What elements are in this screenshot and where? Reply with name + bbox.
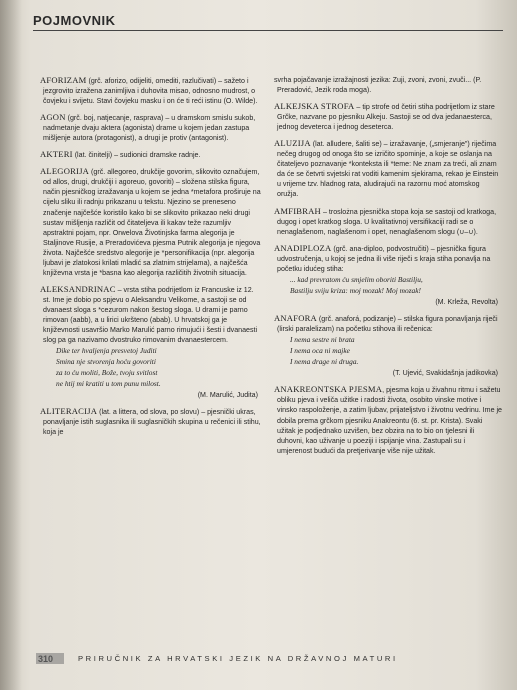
glossary-entry <box>274 138 502 199</box>
entry-term: ALEGORIJA <box>40 166 90 177</box>
entry-term: ALITERACIJA <box>40 406 98 417</box>
poem-line: I nema drage ni druga. <box>290 357 359 367</box>
entry-definition: (grč. anaforá, podizanje) – stilska figura ponavljanja riječi (lirski paralelizam) na početku stihova ili rečenica: <box>277 315 498 334</box>
right-column <box>274 75 502 457</box>
poem-line: I nema sestre ni brata <box>290 335 355 345</box>
poem-source: (M. Krleža, Revolta) <box>435 297 498 306</box>
entry-definition: svrha pojačavanje izražajnosti jezika: Zuji, zvoni, zvoni, zvuči... (P. Preradović, Jezik roda moga). <box>274 76 482 95</box>
poem-line: ne htij mi kratiti u tom punu milost. <box>56 379 161 389</box>
entry-term: ANADIPLOZA <box>274 242 332 253</box>
glossary-entry <box>40 112 262 143</box>
footer-title: PRIRUČNIK ZA HRVATSKI JEZIK NA DRŽAVNOJ MATURI <box>78 654 398 663</box>
entry-definition: – troslożna pjesnička stopa koja se sastoji od kratkoga, dugog i opet kratkog sloga. U kvalitativnoj versifikaciji radi se o nenaglašenom, naglašenom i opet, nenaglašenom slogu (∪–∪). <box>277 207 497 236</box>
entry-term: ALEKSANDRINAC <box>40 283 116 294</box>
entry-definition: – vrsta stiha podrijetlom iz Francuske iz 12. st. Ime je dobio po spjevu o Aleksandru Velikome, a sastoji se od dvanaest sloga s *cezurom nakon šestog sloga. U drami je parno rimovan (aabb), a u lirici ukršteno (abab). U hrvatskoj ga je književnosti usavršio Marko Marulić parno rimujući i šesti i dvanaesti slog pa ga nazivamo dvostruko rimovanim dvanaestercem. <box>43 285 258 345</box>
glossary-entry <box>274 75 502 95</box>
page-fold-shadow <box>0 0 22 690</box>
entry-term: ANAKREONTSKA PJESMA <box>274 384 383 395</box>
entry-term: ALKEJSKA STROFA <box>274 101 355 112</box>
poem-line: za to ću moliti, Bože, tvoju svitlost <box>56 368 158 378</box>
poem-line: I nema oca ni majke <box>290 346 350 356</box>
glossary-entry <box>274 313 502 334</box>
page-number: 310 <box>38 654 54 664</box>
left-column <box>40 75 262 439</box>
poem-line: Smina nje stvorenja hoću govoriti <box>56 357 156 367</box>
poem-source: (T. Ujević, Svakidašnja jadikovka) <box>392 369 498 378</box>
entry-term: ALUZIJA <box>274 138 311 149</box>
glossary-entry <box>274 206 502 237</box>
entry-definition: (grč. ana-diploo, podvostručiti) – pjesnička figura udvostručenja, u kojoj se jedna ili više riječi s kraja stiha ponavlja na početku idućeg stiha: <box>277 244 491 273</box>
glossary-entry <box>274 384 502 455</box>
entry-term: AKTERI <box>40 149 73 160</box>
header-divider <box>33 30 503 31</box>
entry-term: AMFIBRAH <box>274 205 321 216</box>
page-title: POJMOVNIK <box>33 13 116 28</box>
entry-term: AGON <box>40 112 66 123</box>
glossary-entry <box>274 101 502 132</box>
glossary-entry <box>40 406 262 437</box>
entry-definition: (grč. allegoreo, drukčije govorim, slikovito označujem, od allos, drugi, drukčiji i agoreuo, govoriti) – složena stilska figura, način pjesničkog izražavanja u kojem se jedna *metafora proširuje na cijelu sliku ili radnju prikazanu u tekstu. Njezino se preneseno značenje najčešće koristilo kako bi se slikovito prikazao neki drugi sustav mišljenja različit od čitateljeva ili kakav teže razumljiv apstraktni pojam, npr. Orwelova Životinjska farma alegorija je Staljinove Rusije, a Preradovićeva pjesma Putnik alegorija je njegova života. Najčešće sredstvo alegorije je *personifikacija (npr. alegorija ljubavi je zlatokosi krilati mladić sa zlatnim strijelama), a najčešća književna vrsta je *basna kao alegorija različitih životnih situacija. <box>43 168 261 277</box>
entry-term: AFORIZAM <box>40 75 87 85</box>
glossary-entry <box>40 166 262 278</box>
poem-source: (M. Marulić, Judita) <box>197 391 258 400</box>
entry-definition: (grč. boj, natjecanje, rasprava) – u dramskom smislu sukob, nadmetanje dvaju aktera (agonista) drame u kojem jedan zastupa mišljenje autora (protagonist), a drugi je protiv (antagonist). <box>43 114 256 143</box>
entry-term: ANAFORA <box>274 313 317 324</box>
entry-definition: (grč. aforizo, odijeliti, omediti, razlučivati) – sažeto i jezgrovito izražena zanimljiva i duhovita misao, odnosno mudrost, o čovjeku i svijetu. Stavi čovjeku masku i on će ti reći istinu (O. Wilde). <box>43 77 258 106</box>
poem-line: Bastilju sviju kriza: moj mozak! Moj mozak! <box>290 285 421 295</box>
entry-definition: – tip strofe od četiri stiha podrijetlom iz stare Grčke, nazvane po pjesniku Alkeju. Sastoji se od dva jedanaesterca, jednog deveterca i jednog deseterca. <box>277 103 495 132</box>
entry-definition: (lat. činitelji) – sudionici dramske radnje. <box>72 151 201 160</box>
glossary-entry <box>40 284 262 345</box>
entry-definition: (lat. a littera, od slova, po slovu) – pjesnički ukras, ponavljanje istih suglasnika ili suglasničkih skupina u rečenici ili stihu, koja je <box>43 408 261 437</box>
glossary-entry <box>274 243 502 274</box>
poem-line: Dike ter hvaljenja presvetoj Juditi <box>56 346 157 356</box>
glossary-entry <box>40 75 262 106</box>
poem-line: ... kad prevratom ću smjelim oboriti Bastilju, <box>290 274 423 284</box>
glossary-entry <box>40 149 262 160</box>
entry-definition: (lat. alludere, šaliti se) – izražavanje, („smjeranje") riječima nečeg drugog od onoga što se izričito spominje, a koje se oslanja na čitateljevo poznavanje *konteksta ili *teme: Ne znam za treći, ali znam da će se četvrti svjetski rat voditi kamenim sjekirama, rekao je Einstein u vrijeme tzv. hladnog rata, aludirajući na razornu moć atomskog oružja. <box>277 140 499 199</box>
entry-definition: , pjesma koja u živahnu ritmu i sažetu obliku pjeva i veliča užitke i radosti života, osobito vinske motive i vinsko raspoloženje, a zatim ljubav, prijateljstvo i životnu vedrinu. Ime je dobila prema grčkom pjesniku Anakreontu (6. st. pr. Krista). Svaki užitak je podjednako uzvišen, bez obzira na to bio on tjelesni ili duhovni, kao uživanje u poeziji i ispijanje vina. Zastupali su i umjerenost budući da pretjerivanje više nije užitak. <box>277 386 503 455</box>
